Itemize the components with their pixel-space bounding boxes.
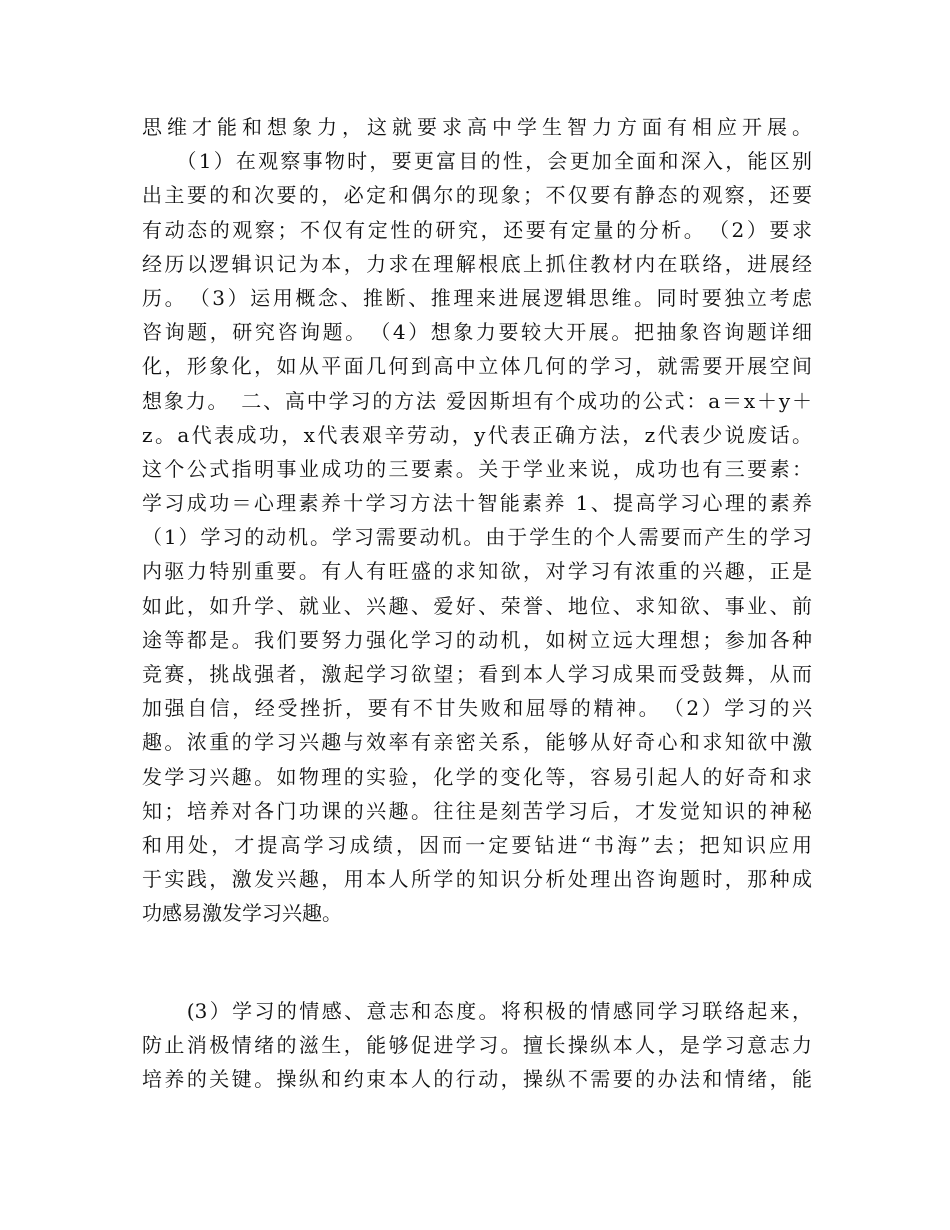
- text-line: 出主要的和次要的，必定和偶尔的现象；不仅要有静态的观察，还要: [142, 183, 812, 208]
- text-line: 功感易激发学习兴趣。: [142, 901, 342, 926]
- text-line: 内驱力特别重要。有人有旺盛的求知欲，对学习有浓重的兴趣，正是: [142, 559, 812, 584]
- text-line: 想象力。 二、高中学习的方法 爱因斯坦有个成功的公式：a＝x＋y＋: [142, 388, 812, 413]
- paragraph-1: [142, 110, 812, 931]
- text-line: （1）在观察事物时，要更富目的性，会更加全面和深入，能区别: [142, 149, 812, 174]
- text-line: 历。 （3）运用概念、推断、推理来进展逻辑思维。同时要独立考虑: [142, 285, 812, 310]
- text-line: 于实践，激发兴趣，用本人所学的知识分析处理出咨询题时，那种成: [142, 867, 812, 892]
- text-line: 这个公式指明事业成功的三要素。关于学业来说，成功也有三要素：: [142, 456, 812, 481]
- text-line: 思维才能和想象力，这就要求高中学生智力方面有相应开展。: [142, 115, 812, 139]
- text-line: z。a代表成功，x代表艰辛劳动，y代表正确方法，z代表少说废话。: [142, 422, 812, 447]
- text-line: 加强自信，经受挫折，要有不甘失败和屈辱的精神。 （2）学习的兴: [142, 696, 812, 721]
- text-line: 如此，如升学、就业、兴趣、爱好、荣誉、地位、求知欲、事业、前: [142, 593, 812, 618]
- text-line: 有动态的观察；不仅有定性的研究，还要有定量的分析。 （2）要求: [142, 217, 812, 242]
- text-line: 咨询题，研究咨询题。 （4）想象力要较大开展。把抽象咨询题详细: [142, 320, 812, 345]
- text-line: 学习成功＝心理素养十学习方法十智能素养 1、提高学习心理的素养: [142, 491, 812, 516]
- text-line: (3）学习的情感、意志和态度。将积极的情感同学习联络起来，: [142, 999, 812, 1023]
- text-line: 知；培养对各门功课的兴趣。往往是刻苦学习后，才发觉知识的神秘: [142, 798, 812, 823]
- paragraph-2: [142, 994, 812, 1097]
- text-line: 途等都是。我们要努力强化学习的动机，如树立远大理想；参加各种: [142, 627, 812, 652]
- text-line: 经历以逻辑识记为本，力求在理解根底上抓住教材内在联络，进展经: [142, 251, 812, 276]
- text-line: 培养的关键。操纵和约束本人的行动，操纵不需要的办法和情绪，能: [142, 1067, 812, 1092]
- text-line: 发学习兴趣。如物理的实验，化学的变化等，容易引起人的好奇和求: [142, 764, 812, 789]
- text-line: 防止消极情绪的滋生，能够促进学习。擅长操纵本人，是学习意志力: [142, 1033, 812, 1058]
- text-line: 竞赛，挑战强者，激起学习欲望；看到本人学习成果而受鼓舞，从而: [142, 662, 812, 686]
- text-line: 趣。浓重的学习兴趣与效率有亲密关系，能够从好奇心和求知欲中激: [142, 730, 812, 755]
- text-line: 化，形象化，如从平面几何到高中立体几何的学习，就需要开展空间: [142, 354, 812, 379]
- text-line: 和用处，才提高学习成绩，因而一定要钻进“书海”去；把知识应用: [142, 832, 812, 857]
- text-line: （1）学习的动机。学习需要动机。由于学生的个人需要而产生的学习: [142, 525, 812, 550]
